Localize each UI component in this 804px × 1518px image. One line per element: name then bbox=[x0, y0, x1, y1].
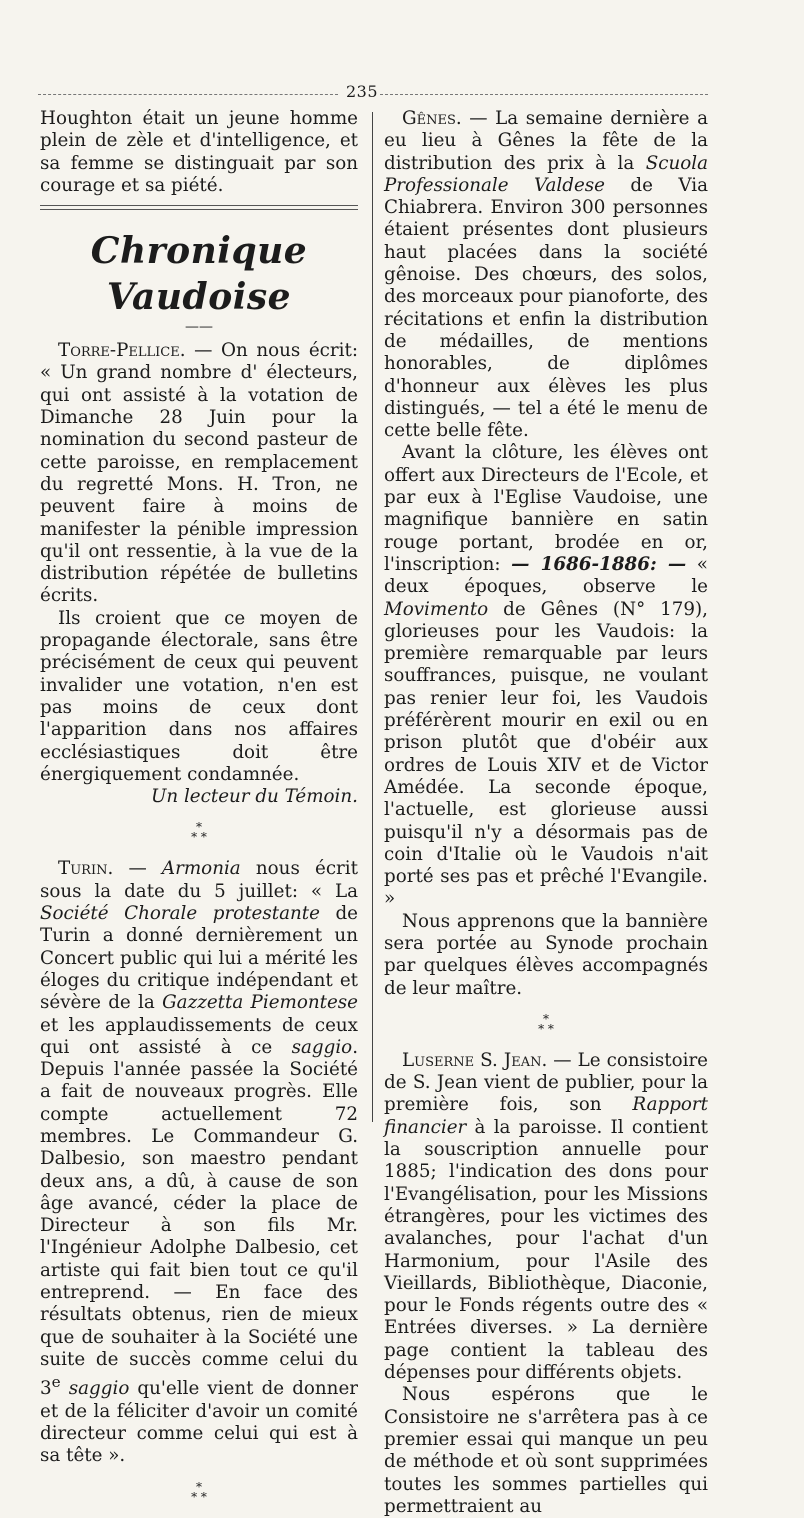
torre-pellice-paragraph: Torre-Pellice. — On nous écrit: « Un grand nombre d' électeurs, qui ont assisté à la votation de Dimanche 28 Juin pour la nomination du second pasteur de cette paroisse, en remplacement du regretté Mons. H. Tron, ne peuvent faire à moins de manifester la pénible impression qu'il ont ressentie, à la vue de la distribution répétée de bulletins écrits. bbox=[40, 340, 358, 607]
turin-paragraph: Turin. — Armonia nous écrit sous la date du 5 juillet: « La Société Chorale protestante de Turin a donné dernièrement un Concert public qui lui a mérité les éloges du critique indépendant et sévère de la Gazzetta Piemontese et les applaudissements de ceux qui ont assisté à ce saggio. Depuis l'année passée la Société a fait de nouveaux progrès. Elle compte actuellement 72 membres. Le Commandeur G. Dalbesio, son maestro pendant deux ans, a dû, à cause de son âge avancé, céder la place de Directeur à son fils Mr. l'Ingénieur Adolphe Dalbesio, cet artiste qui fait bien tout ce qu'il entreprend. — En face des résultats obtenus, rien de mieux que de souhaiter à la Société une suite de succès comme celui du 3e saggio qu'elle vient de donner et de la féliciter d'avoir un comité directeur comme celui qui est à sa tête ». bbox=[40, 858, 359, 1467]
column-divider bbox=[372, 112, 373, 1122]
place-name: Gênes. bbox=[402, 108, 462, 129]
right-column bbox=[384, 108, 708, 1518]
intro-paragraph: Houghton était un jeune homme plein de zèle et d'intelligence, et sa femme se distinguait par son courage et sa piété. bbox=[40, 108, 358, 196]
title-dash: —— bbox=[185, 319, 213, 336]
section-title: Chronique Vaudoise bbox=[90, 230, 308, 319]
luserne-paragraph: Luserne S. Jean. — Le consistoire de S. Jean vient de publier, pour la première fois, son Rapport financier à la paroisse. Il contient la souscription annuelle pour 1885; l'indication des dons pour l'Evangélisation, pour les Missions étrangères, pour les victimes des avalanches, pour l'achat d'un Harmonium, pour l'Asile des Vieillards, Bibliothèque, Diaconie, pour le Fonds régents outre des « Entrées diverses. » La dernière page contient la tableau des dépenses pour différents objets. bbox=[384, 1049, 708, 1384]
section-divider bbox=[40, 205, 358, 210]
signature: Un lecteur du Témoin. bbox=[150, 786, 358, 808]
place-name: Turin. bbox=[58, 858, 114, 880]
page-number: 235 bbox=[346, 82, 379, 101]
left-column bbox=[40, 108, 358, 1518]
torre-pellice-paragraph-2: Ils croient que ce moyen de propagande électorale, sans être précisément de ceux qui peuvent invalider une votation, n'en est pas moins de ceux dont l'apparition dans nos affaires ecclésiastiques doit être énergiquement condamnée. bbox=[40, 607, 358, 785]
asterism: * * * bbox=[191, 1479, 207, 1504]
luserne-paragraph-2: Nous espérons que le Consistoire ne s'arrêtera pas à ce premier essai qui manque un peu de méthode et où sont supprimées toutes les sommes partielles qui permettraient au bbox=[384, 1384, 708, 1517]
genes-paragraph-2: Avant la clôture, les élèves ont offert aux Directeurs de l'Ecole, et par eux à l'Eglise Vaudoise, une magnifique bannière en satin rouge portant, brodée en or, l'inscription: — 1686-1886: — « deux époques, observe le Movimento de Gênes (N° 179), glorieuses pour les Vaudois: la première remarquable par leurs souffrances, puisque, ne voulant pas renier leur foi, les Vaudois préférèrent mourir en exil ou en prison plutôt que d'obéir aux ordres de Louis XIV et de Victor Amédée. La seconde époque, l'actuelle, est glorieuse aussi puisqu'il n'y a désormais pas de coin d'Italie où le Vaudois n'ait porté ses pas et prêché l'Evangile. » bbox=[384, 442, 708, 910]
header-rule-left bbox=[38, 94, 338, 95]
genes-paragraph-3: Nous apprenons que la bannière sera portée au Synode prochain par quelques élèves accompagnés de leur maître. bbox=[384, 910, 708, 999]
asterism: * * * bbox=[191, 820, 207, 845]
header-rule-right bbox=[380, 94, 708, 95]
genes-paragraph: Gênes. — La semaine dernière a eu lieu à Gênes la fête de la distribution des prix à la Scuola Professionale Valdese de Via Chiabrera. Environ 300 personnes étaient présentes dont plusieurs haut placées dans la société gênoise. Des chœurs, des solos, des morceaux pour pianoforte, des récitations et enfin la distribution de médailles, de mentions honorables, de diplômes d'honneur aux élèves les plus distingués, — tel a été le menu de cette belle fête. bbox=[384, 108, 708, 442]
asterism: * * * bbox=[538, 1011, 554, 1036]
place-name: Luserne S. Jean. bbox=[402, 1049, 548, 1071]
place-name: Torre-Pellice. bbox=[58, 340, 186, 362]
